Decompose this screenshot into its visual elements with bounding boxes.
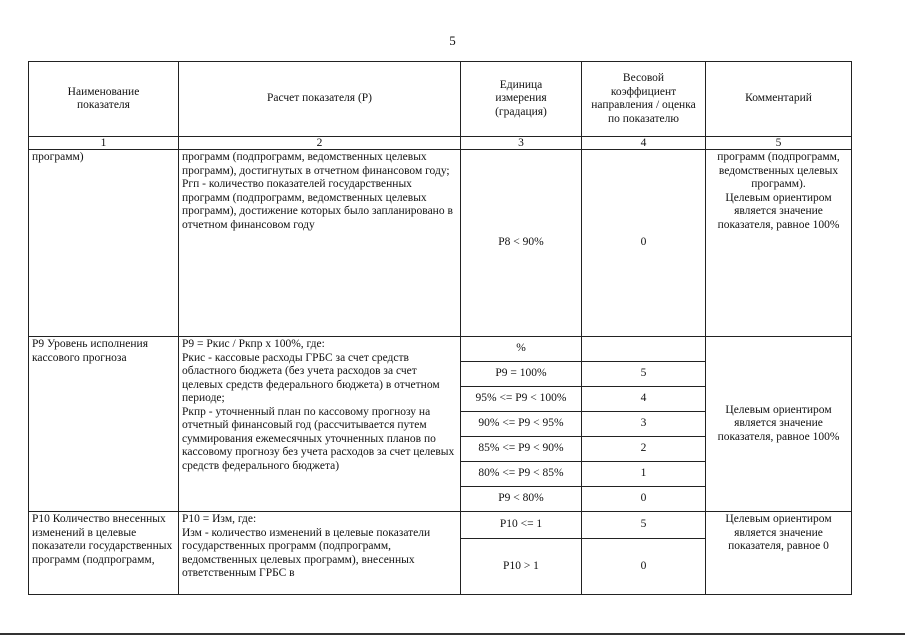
header-name: Наименование показателя [29,62,179,137]
p9-name: Р9 Уровень исполнения кассового прогноза [29,337,179,512]
p10-grade-unit: Р10 <= 1 [461,512,582,539]
p9-grade-weight: 0 [582,487,706,512]
p9-comment: Целевым ориентиром является значение показателя, равное 100% [706,337,852,512]
p10-comment: Целевым ориентиром является значение показателя, равное 0 [706,512,852,595]
p8-unit: Р8 < 90% [461,150,582,337]
p9-grade-weight: 5 [582,362,706,387]
p9-grade-weight: 3 [582,412,706,437]
p9-grade-unit: Р9 = 100% [461,362,582,387]
p10-grade-unit: Р10 > 1 [461,539,582,595]
col-number: 5 [706,137,852,150]
p9-grade-weight [582,337,706,362]
p9-grade-unit: 85% <= Р9 < 90% [461,437,582,462]
page-bottom-edge [0,633,905,635]
column-numbers-row [29,137,852,150]
p9-grade-weight: 2 [582,437,706,462]
p8-name: программ) [29,150,179,337]
page-number: 5 [449,33,456,48]
p10-name: Р10 Количество внесенных изменений в целевые показатели государственных программ (подпрограмм, [29,512,179,595]
col-number: 1 [29,137,179,150]
p10-grade-weight: 0 [582,539,706,595]
header-unit: Единица измерения (градация) [461,62,582,137]
indicators-table [28,61,852,595]
col-number: 3 [461,137,582,150]
col-number: 2 [179,137,461,150]
p9-grade-unit: 95% <= Р9 < 100% [461,387,582,412]
col-number: 4 [582,137,706,150]
header-comment: Комментарий [706,62,852,137]
p9-grade-weight: 4 [582,387,706,412]
p10-row [29,512,852,539]
p8-row [29,150,852,337]
p10-grade-weight: 5 [582,512,706,539]
p10-calc: Р10 = Изм, где: Изм - количество изменений в целевые показатели государственных программ (подпрограмм, ведомственных целевых программ), внесенных ответственным ГРБС в [179,512,461,595]
p8-calc: программ (подпрограмм, ведомственных целевых программ), достигнутых в отчетном финансовом году; Ргп - количество показателей государственных программ (подпрограмм, ведомственных целевых программ), достижение которых было запланировано в отчетном финансовом году [179,150,461,337]
p9-grade-unit: % [461,337,582,362]
p9-calc: Р9 = Ркис / Ркпр x 100%, где: Ркис - кассовые расходы ГРБС за счет средств областного бюджета (без учета расходов за счет целевых средств федерального бюджета) в отчетном периоде; Ркпр - уточненный план по кассовому прогнозу на отчетный финансовый год (рассчитывается путем суммирования ежемесячных уточненных планов по кассовому прогнозу без учета расходов за счет целевых средств федерального бюджета) [179,337,461,512]
p8-weight: 0 [582,150,706,337]
header-row [29,62,852,137]
p9-grade-unit: 90% <= Р9 < 95% [461,412,582,437]
header-weight: Весовой коэффициент направления / оценка по показателю [582,62,706,137]
p9-grade-unit: 80% <= Р9 < 85% [461,462,582,487]
p9-row [29,337,852,362]
header-calc: Расчет показателя (Р) [179,62,461,137]
p8-comment: программ (подпрограмм, ведомственных целевых программ). Целевым ориентиром является значение показателя, равное 100% [706,150,852,337]
p9-grade-weight: 1 [582,462,706,487]
p9-grade-unit: Р9 < 80% [461,487,582,512]
